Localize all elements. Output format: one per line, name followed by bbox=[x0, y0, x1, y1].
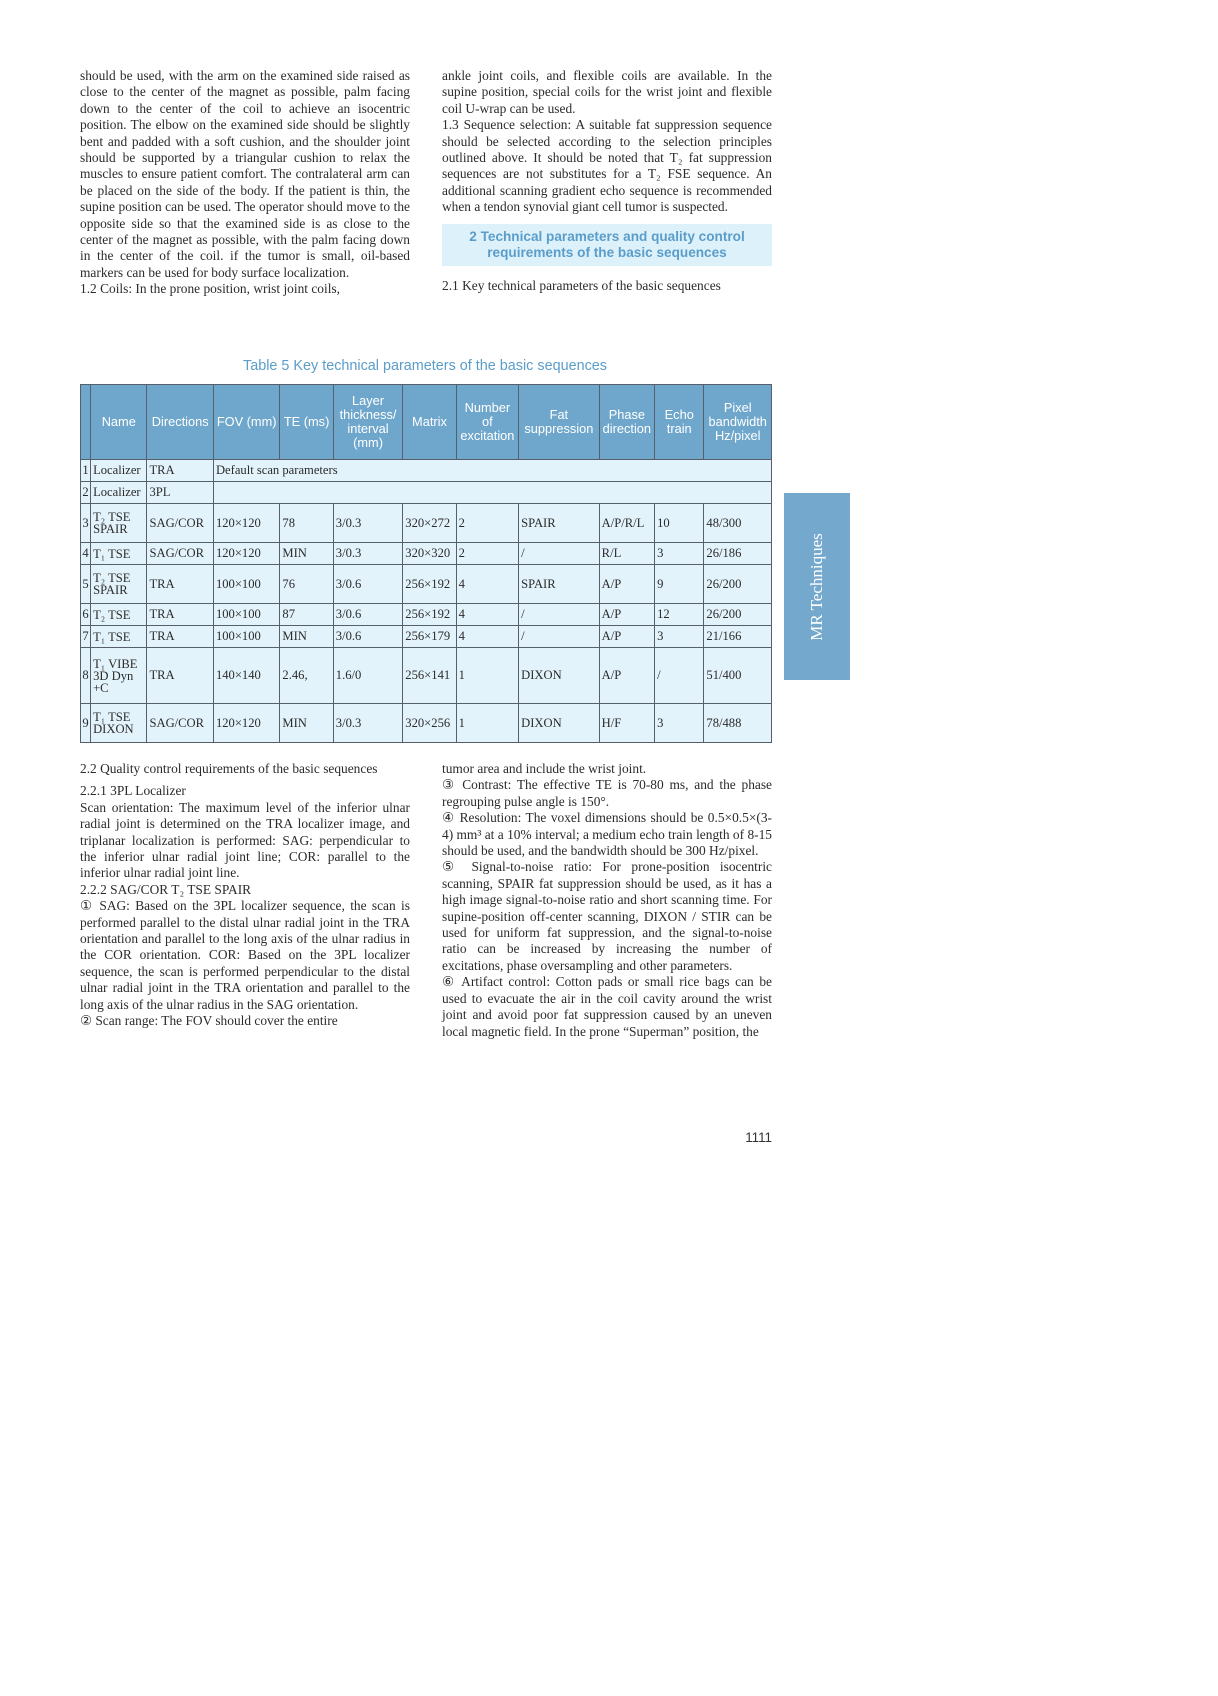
table-cell: 78 bbox=[280, 504, 333, 543]
table-row bbox=[81, 704, 772, 743]
table-cell: 78/488 bbox=[704, 704, 772, 743]
header-cell: Fat suppression bbox=[519, 385, 600, 460]
section-heading-line: 2 Technical parameters and quality control bbox=[469, 228, 745, 244]
table-cell: 320×256 bbox=[403, 704, 456, 743]
header-cell: Name bbox=[91, 385, 147, 460]
table-cell: 4 bbox=[456, 626, 518, 648]
table-cell: T₁ TSE bbox=[91, 626, 147, 648]
table-cell: 5 bbox=[81, 565, 91, 604]
table-cell: 1 bbox=[456, 704, 518, 743]
table-cell: 26/186 bbox=[704, 543, 772, 565]
table-cell: SAG/COR bbox=[147, 504, 213, 543]
table-cell: T₂ TSE SPAIR bbox=[91, 565, 147, 604]
table-cell: / bbox=[519, 604, 600, 626]
table-row bbox=[81, 565, 772, 604]
header-cell: Phase direction bbox=[599, 385, 654, 460]
table-cell bbox=[213, 482, 771, 504]
table-cell: A/P bbox=[599, 604, 654, 626]
table-cell: 120×120 bbox=[213, 704, 279, 743]
table-cell: A/P bbox=[599, 648, 654, 704]
header-cell: FOV (mm) bbox=[213, 385, 279, 460]
header-cell: Layer thickness/ interval (mm) bbox=[333, 385, 403, 460]
table-cell: 26/200 bbox=[704, 565, 772, 604]
table-cell: 9 bbox=[655, 565, 704, 604]
paragraph: ④ Resolution: The voxel dimensions should be 0.5×0.5×(3-4) mm³ at a 10% interval; a medium echo train length of 8-15 should be used, and the bandwidth should be 300 Hz/pixel. bbox=[442, 810, 772, 859]
table-cell: 100×100 bbox=[213, 565, 279, 604]
paragraph: ② Scan range: The FOV should cover the entire bbox=[80, 1013, 338, 1029]
table-cell: T₂ TSE bbox=[91, 604, 147, 626]
paragraph: 1.2 Coils: In the prone position, wrist joint coils, bbox=[80, 281, 340, 297]
table-cell: TRA bbox=[147, 626, 213, 648]
paragraph: 1.3 Sequence selection: A suitable fat suppression sequence should be selected according to the selection principles outlined above. It should be noted that T₂ fat suppression sequences are not substitutes for a T₂ FSE sequence. An additional scanning gradient echo sequence is recommended when a tendon synovial giant cell tumor is suspected. bbox=[442, 117, 772, 215]
table-cell: 4 bbox=[456, 565, 518, 604]
side-tab-label: MR Techniques bbox=[807, 532, 826, 641]
table-row bbox=[81, 543, 772, 565]
header-cell: Echo train bbox=[655, 385, 704, 460]
section-heading-line: requirements of the basic sequences bbox=[487, 244, 727, 260]
table-cell: DIXON bbox=[519, 704, 600, 743]
table-cell: 3/0.3 bbox=[333, 504, 403, 543]
page-number: 1111 bbox=[745, 1130, 772, 1145]
table-cell: 10 bbox=[655, 504, 704, 543]
table-header-row bbox=[81, 385, 772, 460]
table-cell: 1.6/0 bbox=[333, 648, 403, 704]
header-cell: TE (ms) bbox=[280, 385, 333, 460]
table-cell: H/F bbox=[599, 704, 654, 743]
table-cell: 120×120 bbox=[213, 543, 279, 565]
subsubsection-heading: 2.2.1 3PL Localizer bbox=[80, 783, 186, 799]
table-cell: 48/300 bbox=[704, 504, 772, 543]
body-column-top-left bbox=[80, 68, 410, 298]
table-cell: 3/0.3 bbox=[333, 543, 403, 565]
paragraph: ⑥ Artifact control: Cotton pads or small rice bags can be used to evacuate the air in the coil cavity around the wrist joint and avoid poor fat suppression caused by an uneven local magnetic field. In the prone “Superman” position, the bbox=[442, 974, 772, 1039]
table-cell: R/L bbox=[599, 543, 654, 565]
table-cell: 87 bbox=[280, 604, 333, 626]
table-cell: 51/400 bbox=[704, 648, 772, 704]
table-cell: 26/200 bbox=[704, 604, 772, 626]
header-cell: Matrix bbox=[403, 385, 456, 460]
table-cell: TRA bbox=[147, 648, 213, 704]
table-cell: 21/166 bbox=[704, 626, 772, 648]
subsection-heading: 2.2 Quality control requirements of the basic sequences bbox=[80, 761, 378, 776]
table-cell: 100×100 bbox=[213, 626, 279, 648]
table-cell: SPAIR bbox=[519, 565, 600, 604]
body-column-bottom-right bbox=[442, 761, 772, 1040]
section-heading bbox=[442, 224, 772, 266]
table-cell: TRA bbox=[147, 565, 213, 604]
table-cell: TRA bbox=[147, 604, 213, 626]
table-cell: 140×140 bbox=[213, 648, 279, 704]
table-cell: 4 bbox=[81, 543, 91, 565]
header-cell: Directions bbox=[147, 385, 213, 460]
header-cell: Pixel bandwidth Hz/pixel bbox=[704, 385, 772, 460]
body-column-top-right bbox=[442, 68, 772, 294]
parameters-table bbox=[80, 384, 772, 743]
table-cell: T₁ TSE DIXON bbox=[91, 704, 147, 743]
table-cell: 76 bbox=[280, 565, 333, 604]
table-cell: 256×141 bbox=[403, 648, 456, 704]
table-cell: 120×120 bbox=[213, 504, 279, 543]
table-cell: 8 bbox=[81, 648, 91, 704]
table-cell: Localizer bbox=[91, 460, 147, 482]
paragraph: ③ Contrast: The effective TE is 70-80 ms, and the phase regrouping pulse angle is 150°. bbox=[442, 777, 772, 809]
table-cell: 1 bbox=[81, 460, 91, 482]
table-cell: SPAIR bbox=[519, 504, 600, 543]
table-row bbox=[81, 504, 772, 543]
table-row bbox=[81, 604, 772, 626]
subsubsection-heading: 2.2.2 SAG/COR T₂ TSE SPAIR bbox=[80, 881, 252, 897]
table-cell: MIN bbox=[280, 626, 333, 648]
table-cell: 320×320 bbox=[403, 543, 456, 565]
paragraph: should be used, with the arm on the examined side raised as close to the center of the magnet as possible, palm facing down to the center of the coil to achieve an isocentric position. The elbow on the examined side should be slightly bent and padded with a soft cushion, and the shoulder joint should be supported by a triangular cushion to relax the muscles to ensure patient comfort. The contralateral arm can be placed on the side of the body. If the patient is thin, the supine position can be used. The operator should move to the opposite side so that the examined side is as close to the center of the magnet as possible, with the palm facing down in the center of the coil. if the tumor is small, oil-based markers can be used for body surface localization. bbox=[80, 68, 410, 280]
table-cell: 2 bbox=[456, 504, 518, 543]
table-cell: MIN bbox=[280, 543, 333, 565]
table-cell: 3/0.3 bbox=[333, 704, 403, 743]
paragraph: Scan orientation: The maximum level of the inferior ulnar radial joint is determined on the TRA localizer image, and triplanar localization is performed: SAG: perpendicular to the inferior ulnar radial joint line; COR: parallel to the inferior ulnar radial joint line. bbox=[80, 799, 410, 881]
paragraph: ① SAG: Based on the 3PL localizer sequence, the scan is performed parallel to the distal ulnar radial joint in the TRA orientation and parallel to the long axis of the ulnar radius in the COR orientation. COR: Based on the 3PL localizer sequence, the scan is performed perpendicular to the distal ulnar radial joint in the TRA orientation and parallel to the long axis of the ulnar radius in the SAG orientation. bbox=[80, 898, 410, 1012]
table-cell: 3 bbox=[655, 543, 704, 565]
table-cell: 3/0.6 bbox=[333, 604, 403, 626]
table-cell: Default scan parameters bbox=[213, 460, 771, 482]
table-cell: SAG/COR bbox=[147, 704, 213, 743]
table-cell: 3PL bbox=[147, 482, 213, 504]
section-side-tab bbox=[784, 493, 850, 680]
header-cell: Number of excitation bbox=[456, 385, 518, 460]
table-cell: 2 bbox=[81, 482, 91, 504]
table-cell: 9 bbox=[81, 704, 91, 743]
paragraph: tumor area and include the wrist joint. bbox=[442, 761, 647, 776]
table-row bbox=[81, 648, 772, 704]
body-column-bottom-left bbox=[80, 761, 410, 1030]
table-caption: Table 5 Key technical parameters of the basic sequences bbox=[243, 358, 607, 374]
table-cell: A/P/R/L bbox=[599, 504, 654, 543]
table-cell: / bbox=[519, 543, 600, 565]
table-cell: A/P bbox=[599, 565, 654, 604]
table-cell: 3/0.6 bbox=[333, 565, 403, 604]
table-cell: 2 bbox=[456, 543, 518, 565]
table-cell: MIN bbox=[280, 704, 333, 743]
table-cell: 256×179 bbox=[403, 626, 456, 648]
table-cell: 4 bbox=[456, 604, 518, 626]
table-cell: 1 bbox=[456, 648, 518, 704]
table-cell: 320×272 bbox=[403, 504, 456, 543]
table-cell: DIXON bbox=[519, 648, 600, 704]
table-cell: SAG/COR bbox=[147, 543, 213, 565]
subsection-heading: 2.1 Key technical parameters of the basic sequences bbox=[442, 277, 721, 293]
table-cell: 3 bbox=[655, 626, 704, 648]
table-cell: T₁ TSE bbox=[91, 543, 147, 565]
table-cell: 256×192 bbox=[403, 565, 456, 604]
table-cell: 256×192 bbox=[403, 604, 456, 626]
table-cell: TRA bbox=[147, 460, 213, 482]
table-row bbox=[81, 626, 772, 648]
table-cell: 7 bbox=[81, 626, 91, 648]
table-cell: T₁ VIBE 3D Dyn +C bbox=[91, 648, 147, 704]
table-cell: 3/0.6 bbox=[333, 626, 403, 648]
table-row bbox=[81, 460, 772, 482]
table-row bbox=[81, 482, 772, 504]
table-cell: / bbox=[655, 648, 704, 704]
table-cell: 3 bbox=[81, 504, 91, 543]
paragraph: ⑤ Signal-to-noise ratio: For prone-position isocentric scanning, SPAIR fat suppression should be used, as it has a high image signal-to-noise ratio and short scanning time. For supine-position off-center scanning, DIXON / STIR can be used for uniform fat suppression, and the signal-to-noise ratio can be increased by increasing the number of excitations, phase oversampling and other parameters. bbox=[442, 859, 772, 973]
table-cell: 100×100 bbox=[213, 604, 279, 626]
table-cell: 12 bbox=[655, 604, 704, 626]
table-cell: Localizer bbox=[91, 482, 147, 504]
header-cell bbox=[81, 385, 91, 460]
table-cell: 6 bbox=[81, 604, 91, 626]
paragraph: ankle joint coils, and flexible coils are available. In the supine position, special coils for the wrist joint and flexible coil U-wrap can be used. bbox=[442, 68, 772, 116]
table-cell: A/P bbox=[599, 626, 654, 648]
table-cell: / bbox=[519, 626, 600, 648]
table-cell: 3 bbox=[655, 704, 704, 743]
table-cell: T₂ TSE SPAIR bbox=[91, 504, 147, 543]
table-cell: 2.46, bbox=[280, 648, 333, 704]
